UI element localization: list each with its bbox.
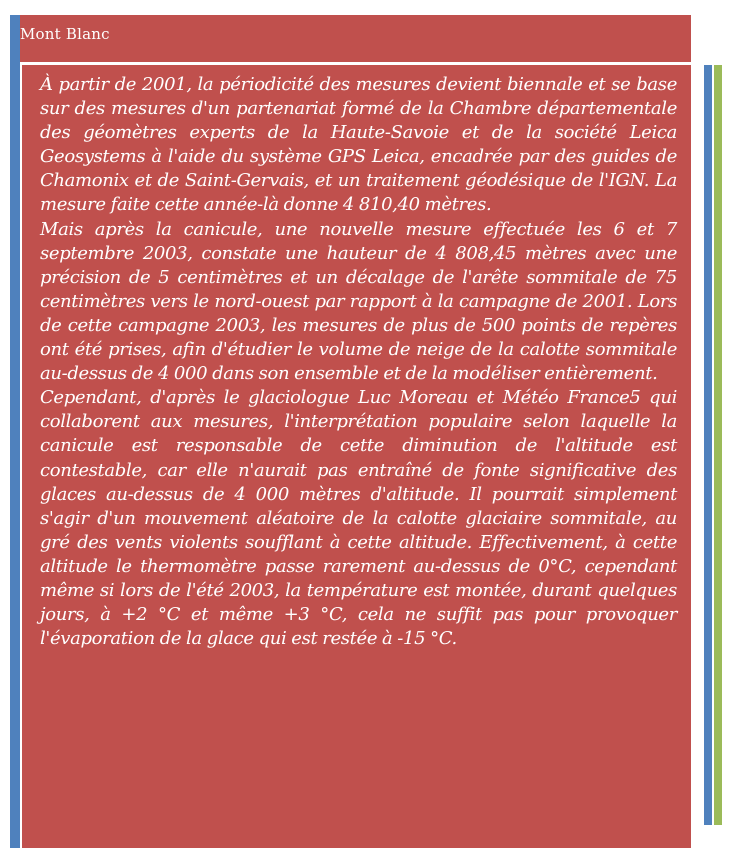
paragraph-1: À partir de 2001, la périodicité des mesures devient biennale et se base sur des mesures d'un partenariat formé de la Chambre départementale des géomètres experts de la Haute-Savoie et de la société Leica Geosystems à l'aide du système GPS Leica, encadrée par des guides de Chamonix et de Saint-Gervais, et un traitement géodésique de l'IGN. La mesure faite cette année-là donne 4 810,40 mètres. (40, 74, 677, 216)
right-accent-bar-blue (704, 65, 712, 825)
left-accent-bar (10, 15, 20, 848)
paragraph-3: Cependant, d'après le glaciologue Luc Moreau et Météo France5 qui collaborent aux mesures, l'interprétation populaire selon laquelle la canicule est responsable de cette diminution de l'altitude est contestable, car elle n'aurait pas entraîné de fonte significative des glaces au-dessus de 4 000 mètres d'altitude. Il pourrait simplement s'agir d'un mouvement aléatoire de la calotte glaciaire sommitale, au gré des vents violents soufflant à cette altitude. Effectivement, à cette altitude le thermomètre passe rarement au-dessus de 0°C, cependant même si lors de l'été 2003, la température est montée, durant quelques jours, à +2 °C et même +3 °C, cela ne suffit pas pour provoquer l'évaporation de la glace qui est restée à -15 °C. (40, 387, 677, 650)
page-title: Mont Blanc (20, 25, 110, 43)
header-banner (20, 15, 691, 62)
text-panel (20, 65, 691, 848)
paragraph-2: Mais après la canicule, une nouvelle mesure effectuée les 6 et 7 septembre 2003, constate une hauteur de 4 808,45 mètres avec une précision de 5 centimètres et un décalage de l'arête sommitale de 75 centimètres vers le nord-ouest par rapport à la campagne de 2001. Lors de cette campagne 2003, les mesures de plus de 500 points de repères ont été prises, afin d'étudier le volume de neige de la calotte sommitale au-dessus de 4 000 dans son ensemble et de la modéliser entièrement. (40, 218, 677, 385)
right-accent-bar-green (714, 65, 722, 825)
